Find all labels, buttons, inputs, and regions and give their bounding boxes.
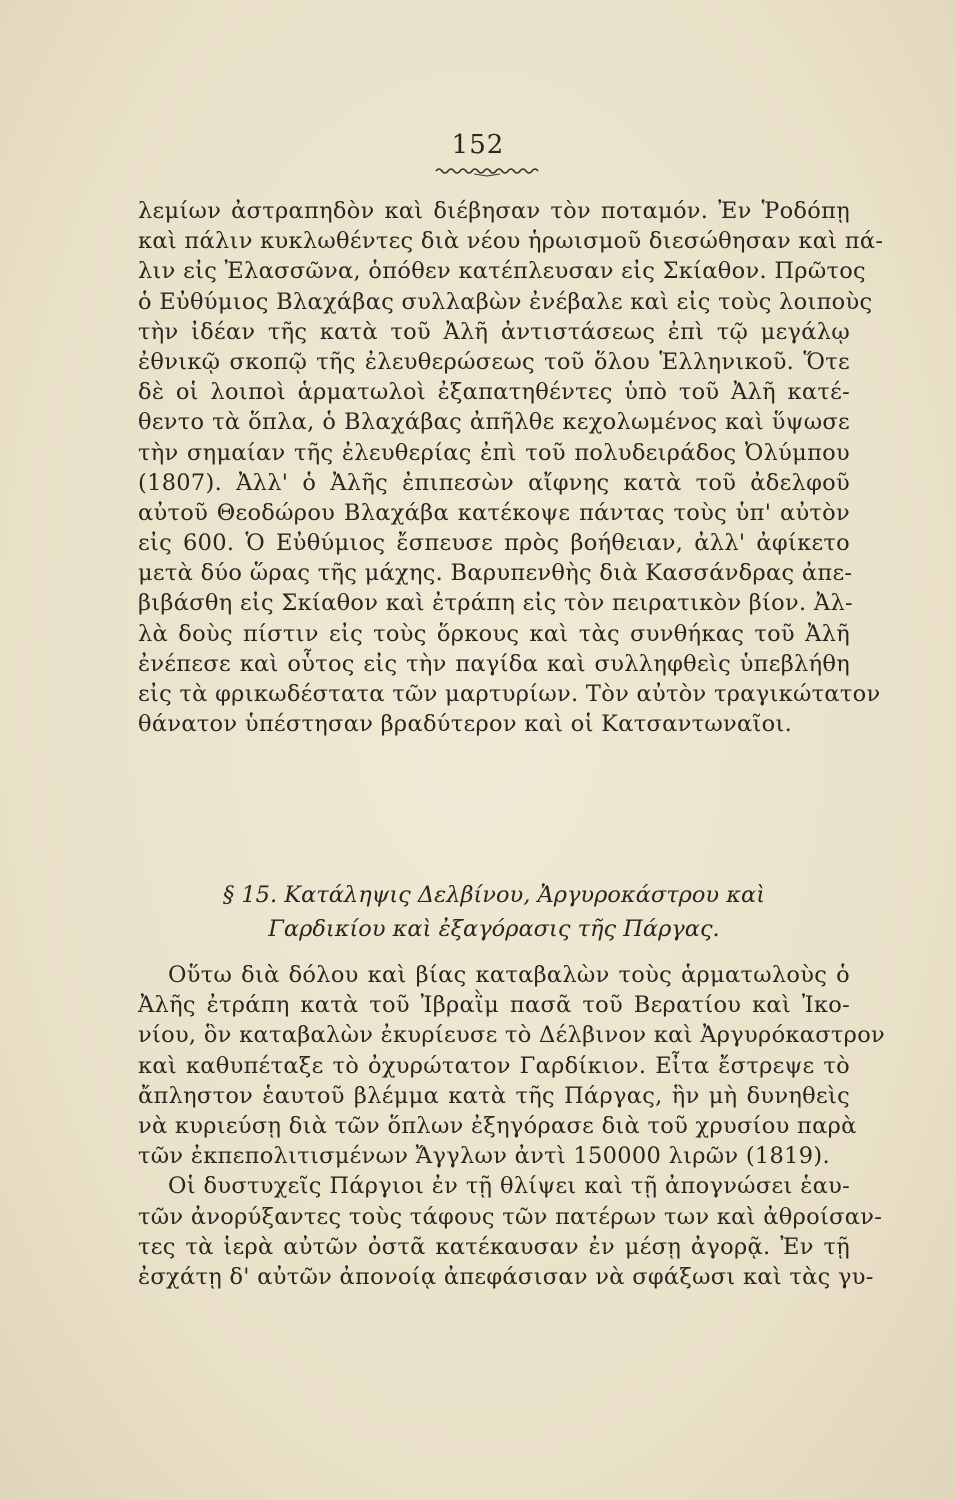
text-line: δὲ οἱ λοιποὶ ἁρματωλοὶ ἐξαπατηθέντες ὑπὸ τοῦ Ἀλῆ κατέ- <box>138 379 850 406</box>
text-line: ἐνέπεσε καὶ οὗτος εἰς τὴν παγίδα καὶ συλληφθεὶς ὑπεβλήθη <box>138 650 850 677</box>
page-number: 152 <box>451 130 505 160</box>
section-heading-line-1: § 15. Κατάληψις Δελβίνου, Ἀργυροκάστρου καὶ <box>222 882 766 908</box>
text-line: εἰς 600. Ὁ Εὐθύμιος ἔσπευσε πρὸς βοήθειαν, ἀλλ' ἀφίκετο <box>138 530 850 557</box>
text-line: μετὰ δύο ὥρας τῆς μάχης. Βαρυπενθὴς διὰ Κασσάνδρας ἀπε- <box>138 560 853 587</box>
section-heading <box>138 878 850 946</box>
text-line: τες τὰ ἱερὰ αὐτῶν ὀστᾶ κατέκαυσαν ἐν μέσῃ ἀγορᾷ. Ἐν τῇ <box>138 1233 850 1260</box>
paragraph-2 <box>138 960 886 1292</box>
text-line: καὶ καθυπέταξε τὸ ὀχυρώτατον Γαρδίκιον. Εἶτα ἔστρεψε τὸ <box>138 1052 850 1079</box>
text-line: ἄπληστον ἑαυτοῦ βλέμμα κατὰ τῆς Πάργας, ἣν μὴ δυνηθεὶς <box>138 1082 850 1109</box>
text-line: θάνατον ὑπέστησαν βραδύτερον καὶ οἱ Κατσαντωναῖοι. <box>138 711 793 738</box>
text-line: λὰ δοὺς πίστιν εἰς τοὺς ὅρκους καὶ τὰς συνθήκας τοῦ Ἀλῆ <box>138 620 850 647</box>
text-line: λιν εἰς Ἐλασσῶνα, ὁπόθεν κατέπλευσαν εἰς Σκίαθον. Πρῶτος <box>138 258 866 285</box>
text-line: λεμίων ἀστραπηδὸν καὶ διέβησαν τὸν ποταμόν. Ἐν Ῥοδόπῃ <box>138 198 850 224</box>
section-heading-line-2: Γαρδικίου καὶ ἐξαγόρασις τῆς Πάργας. <box>268 916 720 942</box>
text-line: τῶν ἀνορύξαντες τοὺς τάφους τῶν πατέρων των καὶ ἀθροίσαν- <box>138 1203 883 1230</box>
text-line: τὴν ἰδέαν τῆς κατὰ τοῦ Ἀλῆ ἀντιστάσεως ἐπὶ τῷ μεγάλῳ <box>138 318 850 345</box>
text-line: εἰς τὰ φρικωδέστατα τῶν μαρτυρίων. Τὸν αὐτὸν τραγικώτατον <box>138 681 881 707</box>
text-line: θεντο τὰ ὅπλα, ὁ Βλαχάβας ἀπῆλθε κεχολωμένος καὶ ὕψωσε <box>138 409 850 436</box>
text-line: Οὕτω διὰ δόλου καὶ βίας καταβαλὼν τοὺς ἁρματωλοὺς ὁ <box>168 962 850 988</box>
text-line: ἐσχάτῃ δ' αὐτῶν ἀπονοίᾳ ἀπεφάσισαν νὰ σφάξωσι καὶ τὰς γυ- <box>138 1263 874 1290</box>
text-line: Ἀλῆς ἐτράπη κατὰ τοῦ Ἰβραῒμ πασᾶ τοῦ Βερατίου καὶ Ἰκο- <box>138 992 850 1019</box>
paragraph-1 <box>138 196 884 739</box>
text-line: αὐτοῦ Θεοδώρου Βλαχάβα κατέκοψε πάντας τοὺς ὑπ' αὐτὸν <box>138 499 850 526</box>
text-line: ἐθνικῷ σκοπῷ τῆς ἐλευθερώσεως τοῦ ὅλου Ἑλληνικοῦ. Ὅτε <box>138 348 850 375</box>
text-line: (1807). Ἀλλ' ὁ Ἀλῆς ἐπιπεσὼν αἴφνης κατὰ τοῦ ἀδελφοῦ <box>138 469 850 496</box>
text-line: βιβάσθη εἰς Σκίαθον καὶ ἐτράπη εἰς τὸν πειρατικὸν βίον. Ἀλ- <box>138 590 853 617</box>
text-line: ὁ Εὐθύμιος Βλαχάβας συλλαβὼν ἐνέβαλε καὶ εἰς τοὺς λοιποὺς <box>138 288 873 315</box>
text-line: Οἱ δυστυχεῖς Πάργιοι ἐν τῇ θλίψει καὶ τῇ ἀπογνώσει ἑαυ- <box>168 1173 850 1200</box>
text-line: τὴν σημαίαν τῆς ἐλευθερίας ἐπὶ τοῦ πολυδειράδος Ὀλύμπου <box>138 439 850 466</box>
text-line: νὰ κυριεύσῃ διὰ τῶν ὅπλων ἐξηγόρασε διὰ τοῦ χρυσίου παρὰ <box>138 1112 857 1139</box>
text-line: καὶ πάλιν κυκλωθέντες διὰ νέου ἡρωισμοῦ διεσώθησαν καὶ πά- <box>138 228 884 255</box>
text-line: τῶν ἐκπεπολιτισμένων Ἄγγλων ἀντὶ 150000 λιρῶν (1819). <box>138 1143 830 1170</box>
text-line: νίου, ὃν καταβαλὼν ἐκυρίευσε τὸ Δέλβινον καὶ Ἀργυρόκαστρον <box>138 1022 886 1049</box>
wavy-rule-ornament <box>434 165 540 177</box>
